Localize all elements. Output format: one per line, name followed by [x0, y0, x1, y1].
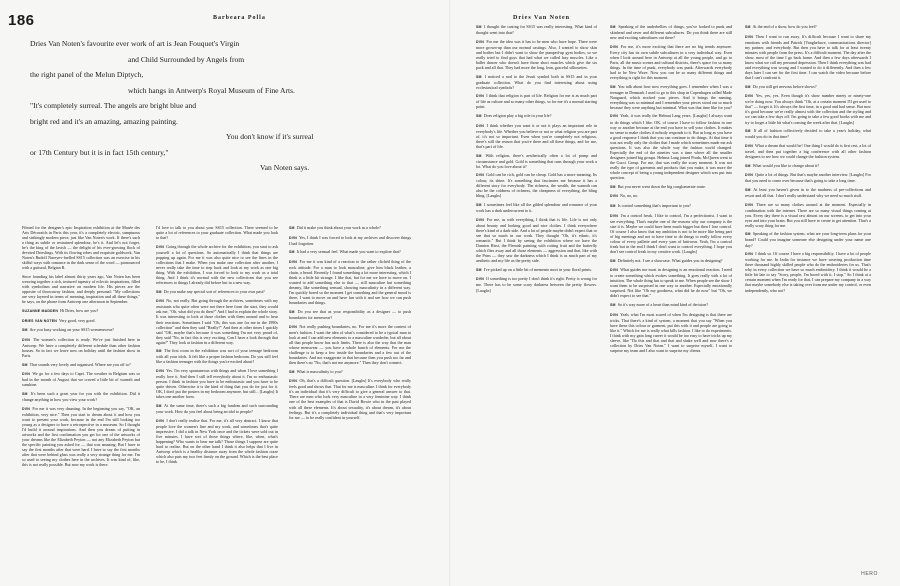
- paragraph: [289, 324, 411, 365]
- paragraph: [610, 113, 732, 180]
- paragraph: [156, 225, 278, 240]
- pullquote-line: Dries Van Noten's favourite ever work of art is Jean Fouquet's Virgin: [30, 39, 240, 48]
- paragraph-text: I noticed a nod to the Jesuit symbol both in SS15 and in your graduate collection. What do you find interesting about using ecclesiastical symbols?: [476, 73, 597, 90]
- speaker-label: SM: [745, 187, 751, 192]
- running-head-author: Barbeara Polla: [213, 15, 266, 21]
- paragraph: [745, 128, 871, 139]
- paragraph: [745, 34, 871, 80]
- speaker-label: DVN: [610, 312, 618, 317]
- paragraph: [289, 235, 411, 246]
- paragraph-text: Yeah, it was really the Helmut Lang years. [Laughs] I always want to do things which I like. OK, of course I have to follow fashion in one way or another because at the end you have to sell your clothes. It makes no sense to make clothes if nobody responds to it. But as long as you have a good response I think that you can continue to do things. At that time it was not really only the clothes that I made which sometimes made me ask questions. It was also the whole way the fashion world changed. Especially the end of the nineties was a time where all the smaller designers joined big groups. Helmut Lang joined Prada, McQueen went to the Gucci Group. For me, that was really the scary moment. It was not really the type of garments and products that you make, it was more the whole concept of being a young independent designer which was put into question.: [610, 113, 732, 181]
- speaker-label: SUZANNE MADDEN: [22, 308, 59, 313]
- paragraph: [745, 202, 871, 228]
- paragraph: [156, 418, 278, 464]
- pullquote-line: bright red and it's an amazing, amazing painting.: [30, 116, 178, 126]
- paragraph: [610, 203, 732, 209]
- paragraph-text: For me, as with everything, I think that is life. Life is not only about beauty and looking good and nice clothes. I think everywhere there's kind of a dark side. And a lot of people maybe didn't expect that or see that so much in our work. They thought "Oh, it's ethnic, it's romantic." But I think by seeing the exhibition where we have the Damien Hirst, the Flemish painting with rotting fruit and the butterfly which flies away and all those elements — aggression and that, like with the Prins — they saw the darkness which I think is as much part of my aesthetic and my life as the pretty side.: [476, 216, 597, 264]
- speaker-label: DVN: [22, 406, 30, 411]
- speaker-label: DVN: [745, 143, 753, 148]
- paragraph: [476, 113, 597, 119]
- paragraph: [745, 251, 871, 292]
- paragraph-text: No, no, no.: [620, 193, 639, 199]
- paragraph-text: I think whether you want it or not it plays an important role in everybody's life. Whether you believe or not or what religion you are part of, it's not so important. Even when you're completely not religious, there's still the reason that you're there and all these things, and for me, that's part of life.: [476, 122, 597, 149]
- speaker-label: SM: [22, 391, 28, 396]
- speaker-label: DVN: [745, 252, 753, 257]
- paragraph: [745, 143, 871, 159]
- paragraph-text: I don't really realise that. For me, it's all very abstract. I know that people love the women's line and my work, and sometimes that's quite impressive. I did a talk in New York once and the tickets were sold out in five minutes. I have sort of those things where, like, when, what's happening? Who wants to hear me talk? Those things I suppose are quite hard to realise. But on the other hand I think it also helps that I live in Antwerp which is a healthy distance away from the whole fashion craze which also puts my two feet firmly on the ground. Which is the best place to be, I think.: [156, 417, 278, 465]
- paragraph-text: Definitely not. I see a showcase. What guides you in designing?: [617, 257, 723, 263]
- paragraph: [476, 24, 597, 35]
- paragraph-text: Yeah, what I'm most scared of when I'm designing is that there are tricks. That there's a kind of system, a moment that you say "When you have these this colour or garment, put this with it and people are going to like it." Which for me is really what kills fashion. I like to do experiments. I think with my gain long career it would be too easy to have tricks up my sleeve, like "Do this and that and that and shake well and now there's a collection by Dries Van Noten." I want to surprise myself, I want to surprise my team and I also want to surprise my clients.: [610, 311, 732, 354]
- paragraph-text: At the end of a show, how do you feel?: [752, 24, 817, 29]
- speaker-label: SM: [22, 328, 28, 333]
- paragraph-text: I thought the casting for SS15 was really interesting. What kind of thought went into that?: [476, 24, 597, 36]
- speaker-label: DVN: [22, 372, 30, 377]
- paragraph: [610, 312, 732, 353]
- paragraph: [610, 267, 732, 298]
- paragraph-text: I'd love to talk to you about your SS15 collection. There seemed to be quite a lot of references to your graduate collection. What made you look to that?: [156, 225, 278, 241]
- paragraph: [289, 369, 411, 375]
- paragraph: [476, 39, 597, 70]
- speaker-label: DVN: [610, 114, 618, 119]
- paragraph-text: No, not really. But going through the archives, sometimes with my assistants who quite often were not there here from the start, they would ask me, "Oh, what did you do then?" And I had to explain the whole story. It was interesting to look at those clothes with them around and to hear their reactions. Sometimes I said "Oh, this was one for me in the 1990s collection" and then they said "Really?" And then at other times I quickly said "OK, maybe that's because it was something I'm not very proud of, they said "No, in fact this is very exciting. Can I have a look through that again?" They look at fashion in a different way.: [156, 298, 278, 345]
- paragraph-text: You talk about how now everything goes. I remember when I was a teenager in Denmark I used to go to this shop in Copenhagen called Made Naugaard, which stocked your pieces. And it brings the naming, everything was so minimal and I remember your pieces stood out so much because they were anything but minimal. What was that time like for you?: [610, 83, 732, 110]
- paragraph: [156, 348, 278, 364]
- speaker-label: DVN: [156, 244, 164, 249]
- paragraph-text: Not really pushing boundaries, no. For me it's more the context of men's fashion. I want the idea of what's considered to be a typical man to look at and I can add new elements to a masculine wardrobe, but all about all that people know has such limits. There is also the way that the man whose menswear — you have a whole bunch of elements. For me the challenge is to keep a few inside the boundaries and a few out of the boundaries. And not exaggerate in that because then you push too far and then there's no "No, that's not me anymore." Then they don't connect.: [289, 323, 411, 365]
- paragraph: [289, 259, 411, 305]
- paragraph: [22, 371, 140, 387]
- speaker-label: SM: [289, 226, 295, 230]
- paragraph: [610, 24, 732, 40]
- pullquote-line: "It's completely surreal. The angels are bright blue and: [30, 101, 197, 110]
- speaker-label: SM: [745, 232, 751, 237]
- paragraph-text: Did it make you think about your work as a whole?: [296, 225, 381, 230]
- paragraph-text: I'm a control freak. I like to control, I'm a perfectionist. I want to see everything. That's maybe one of the reasons why our company is the size it is. Maybe we could have been much bigger but then I lose control. Of course I also know that my ambition is not to be more like being part of big meetings and not to have time to do things to really follow every colour of every pallette and every yarn of knitwear. Yeah, I'm a control freak but in the end I think I don't want to control everything. I hope you don't see control freak in my creative work. [Laughs]: [610, 212, 732, 254]
- speaker-label: DVN: [289, 259, 297, 264]
- paragraph-text: Do you still get nervous before shows?: [752, 83, 817, 89]
- running-head-subject: Dries Van Noten: [513, 15, 571, 21]
- pullquote-line: the right panel of the Melun Diptych,: [30, 70, 144, 79]
- paragraph: [476, 217, 597, 263]
- paragraph-text: Filmed for the designer's epic Inspiration exhibition at the Musée des Arts Décoratifs in Paris this year, it's a completely electric, sumptuous and strikingly modern piece, just like Van Noten's work. If there's such a thing as subtle or restrained splendour, he's it. And let's not forget, he's the king of the lavish — the delight of his ever-growing flock of devoted Drieslings. With its flowing robes and exquisite goldwork, Van Noten's Rudolf Nureyev-fuelled SS15 collection was an exercise in his skilful ways with romance in the dark sense of the word — pronounced with a guttural, Belgian R.: [22, 225, 140, 271]
- pullquote-line: or 17th Century but it is in fact 15th century,": [30, 147, 169, 157]
- paragraph: [22, 391, 140, 402]
- speaker-label: DVN: [156, 418, 164, 423]
- right-page: [450, 0, 900, 586]
- paragraph-text: Very good, very good.: [58, 317, 96, 323]
- speaker-label: DVN: [610, 268, 618, 273]
- paragraph: [610, 193, 732, 199]
- paragraph: [22, 406, 140, 468]
- pullquote-line: Van Noten says.: [260, 163, 310, 172]
- paragraph: [745, 231, 871, 247]
- speaker-label: DVN: [745, 202, 753, 207]
- paragraph-text: Yes, yes, yes. Even though it's show number ninety or ninety-one we're doing now. You always think "Oh, at a certain moment I'll get used to that" — forget it. It's always the first time, in a good and bad sense. But now it's good because we're really almost with the collection and the styling and we can take a few days off. I'm going to take a few good books with me and try to forget a little bit what's coming the week after that. [Laughs]: [745, 93, 871, 125]
- paragraph: [289, 378, 411, 419]
- article-column-4: [476, 24, 597, 574]
- article-column-6: [745, 24, 871, 574]
- paragraph-text: Speaking of the underbellies of things, you've looked to punk and skinhead and raver and different subcultures. Do you think there are still new and exciting subcultures out there?: [610, 24, 732, 41]
- paragraph: [156, 289, 278, 295]
- paragraph: [22, 308, 140, 314]
- speaker-label: SM: [289, 369, 295, 374]
- paragraph: [156, 298, 278, 344]
- paragraph-text: For me it was kind of a reaction to the rather clichéd thing of the rock attitude. For a man to look masculine, give him black leather, a chain, a beard. Recently I found something a lot more interesting, which I think is a little bit strange. I like that, but for me we have to move on. I wanted to add something else to that — still masculine but something dreamy, like something sensual, showing masculinity in a different way. I'm quickly bored so the moment I get something and the general mood is there, I want to move on and have fun with it and see how we can push boundaries and things.: [289, 258, 411, 306]
- paragraph: [610, 84, 732, 110]
- speaker-label: SM: [610, 258, 616, 263]
- paragraph: [156, 244, 278, 285]
- speaker-label: DRIES VAN NOTEN: [22, 318, 58, 323]
- paragraph: [610, 302, 732, 308]
- paragraph: [745, 93, 871, 124]
- speaker-label: SM: [610, 184, 616, 189]
- paragraph: [289, 309, 411, 320]
- speaker-label: SM: [476, 153, 482, 158]
- paragraph-text: For me it was very daunting. In the beginning you say, "OK, an exhibition, very nice." Then you start to dream about it and how you want to present your work, because in the end I'm still looking too young as a designer to have a retrospective in a museum. So I thought I'd build it around inspirations. And then you dream of putting in artworks and the first confirmation you get for one of the artworks of your dreams like the Elizabeth Peyton — not any Elizabeth Peyton but the specific painting you asked for — that was amazing. But I have to say the first months after that were hard. I have to say the first months after that were behind glass was really a very strange thing for me. I'm so used to seeing my clothes here in the archives. It was kind of, like, this is not really possible. But now my work is there.: [22, 405, 140, 468]
- speaker-label: SM: [745, 129, 751, 134]
- speaker-label: SM: [476, 203, 482, 208]
- article-column-5: [610, 24, 732, 574]
- paragraph-text: If all of fashion collectively decided to take a year's holiday, what would you do in that time?: [745, 128, 871, 140]
- speaker-label: SM: [476, 267, 482, 272]
- paragraph-text: What would you like to change about it?: [752, 162, 820, 168]
- paragraph: [476, 267, 597, 273]
- paragraph-text: Quite a lot of things. But that's maybe another interview. [Laughs] For that you need to come over because that's going to take a long time.: [745, 172, 871, 184]
- speaker-label: SM: [610, 84, 616, 89]
- pullquote-line: and Child Surrounded by Angels from: [128, 54, 245, 64]
- paragraph: [156, 368, 278, 399]
- paragraph: [156, 403, 278, 414]
- paragraph-text: Speaking of the fashion system, what are your long-term plans for your brand? Could you imagine someone else designing under your name one day?: [745, 231, 871, 248]
- paragraph-text: Do you make any special sort of references to your own past?: [163, 288, 265, 294]
- speaker-label: DVN: [745, 34, 753, 39]
- speaker-label: DVN: [22, 337, 30, 342]
- speaker-label: SM: [289, 309, 295, 314]
- paragraph-text: It's been such a great year for you with the exhibition. Did it change anything in how you view your work?: [22, 390, 140, 403]
- paragraph: [476, 123, 597, 149]
- paragraph: [476, 93, 597, 109]
- paragraph-text: It had a very sensual feel. What made you want to explore that?: [296, 249, 401, 255]
- paragraph: [476, 202, 597, 213]
- paragraph: [610, 44, 732, 80]
- paragraph: [476, 153, 597, 169]
- speaker-label: DVN: [476, 39, 484, 44]
- pullquote: [30, 38, 430, 178]
- speaker-label: SM: [289, 250, 295, 255]
- paragraph-text: For me, it's more exciting that there are no big trends anymore. Every city has its own subtle subcultures in a very individual way. Even when I look around here in Antwerp at all the young people, and go to Paris, all the music scenes and cultural districts, there's space for so many things. In the time of punk, everybody was punk. Afterwards everybody had to be New Wave. Now you can be so many different things and everything is right for this moment.: [610, 43, 732, 81]
- speaker-label: DVN: [156, 369, 164, 374]
- paragraph-text: The first room in the exhibition was sort of your teenage bedroom with all your idols. It felt like a proper fashion bedroom. Do you still feel like a fashion teenager with the things you're excited about?: [156, 348, 278, 365]
- speaker-label: SM: [610, 303, 616, 308]
- paragraph-text: I've picked up on a little bit of memento mori in your floral prints.: [483, 266, 592, 272]
- speaker-label: DVN: [476, 94, 484, 99]
- paragraph: [745, 172, 871, 183]
- speaker-label: DVN: [289, 235, 297, 240]
- pullquote-line: You don't know if it's surreal: [226, 132, 314, 141]
- speaker-label: SM: [610, 25, 616, 29]
- speaker-label: SM: [156, 289, 162, 294]
- speaker-label: DVN: [476, 277, 484, 282]
- article-column-2: [156, 225, 278, 570]
- speaker-label: DVN: [476, 123, 484, 128]
- paragraph: [22, 362, 140, 368]
- paragraph: [289, 249, 411, 255]
- speaker-label: SM: [476, 114, 482, 119]
- paragraph-text: What a dream that would be! One thing I would do is first rest, a lot of travel, and then put together a big conference with all other fashion designers to see how we could change the fashion system.: [745, 142, 871, 159]
- speaker-label: DVN: [289, 379, 297, 384]
- speaker-label: SM: [156, 349, 162, 354]
- speaker-label: DVN: [610, 213, 618, 218]
- paragraph-text: Do you see that as your responsibility as a designer — to push boundaries for menswear?: [289, 308, 411, 321]
- speaker-label: DVN: [745, 94, 753, 99]
- paragraph: [22, 274, 140, 304]
- paragraph-text: If something is too pretty I don't think it's right. Pretty is wrong for me. There has to be some scary darkness between the pretty flowers. [Laughs]: [476, 276, 597, 293]
- speaker-label: DVN: [156, 299, 164, 304]
- paragraph-text: Gold can be rich, gold can be cheap. Gold has a more meaning. Its colour, its shine. It's something that fascinates me because it has a different story for everybody. The richness, the wealth, the warmth can also be the coldness of richness, the cheapness of everything, the bling bling. [Laughs]: [476, 172, 597, 199]
- paragraph-text: I think that religion is part of life. Religion for me is as much part of life as culture and so many other things, so for me it's a normal starting point.: [476, 93, 597, 110]
- paragraph-text: Yes, I think I was forced to look at my archives and discover things I had forgotten.: [289, 234, 411, 246]
- paragraph-text: We go for a few days to Capri. The weather in Belgium was so bad in the month of August that we craved a little bit of warmth and sunshine.: [22, 371, 140, 388]
- speaker-label: DVN: [476, 217, 484, 222]
- paragraph-text: Going through the whole archive for the exhibition, you start to ask yourself a lot of questions. So automatically I think that things are popping up again. For me it was also quite nice to see the lines in the collections that I make. When you make one collection after another, I never really take the time to step back and look at my work as one big thing. With the exhibition, I was forced to look to my work as a total thing. And I think it's normal with the new collections that you see references to things I already did before but in a new way.: [156, 243, 278, 286]
- paragraph-text: There are so many clothes around at the moment. Especially in combination with the internet. There are so many visual things coming at you. Every day there is a visual raw almost on our screens, to get into your eyes and into your brain. But you still have to create to get attention. That's a really scary thing for me.: [745, 201, 871, 228]
- publication-logo: HERO: [861, 571, 878, 577]
- paragraph-text: What guides me most in designing is an emotional reaction. I need to create something which evokes something. It goes really with a lot of intuition. The whole thing has to speak to me. When people see the show I want them to be surprised in one way or another. Especially emotionally surprised. Not like "Oh my goodness, what did he do now" but "Oh, we didn't expect to see that.": [610, 267, 732, 299]
- paragraph-text: That sounds very lovely and organised. Where are you off to?: [29, 361, 131, 367]
- speaker-label: SM: [745, 84, 751, 89]
- paragraph: [476, 172, 597, 198]
- speaker-label: SM: [745, 163, 751, 168]
- speaker-label: SM: [610, 203, 616, 208]
- paragraph-text: Yes. I'm very spontaneous with things and when I love something I really love it. And then I still tell everybody about it. I'm so enthusiastic person. I think in fashion you have to be enthusiastic and you have to be quite driven. Otherwise it is the kind of thing that you do for just for it. OK, I don't put the posters in my bedroom anymore, but still... [Laughs] It takes one another form.: [156, 368, 278, 400]
- paragraph: [745, 163, 871, 169]
- paragraph: [22, 337, 140, 358]
- speaker-label: DVN: [476, 173, 484, 178]
- article-column-3: [289, 225, 411, 570]
- speaker-label: DVN: [745, 173, 753, 178]
- paragraph: [610, 258, 732, 264]
- paragraph-text: With religion, there's aesthetically often a lot of pomp and circumstance and gold. Gold is something that runs through your work a lot. What do you love about it?: [476, 152, 597, 169]
- pullquote-line: which hangs in Antwerp's Royal Museum of Fine Arts.: [128, 85, 295, 95]
- paragraph: [22, 318, 140, 324]
- paragraph: [610, 213, 732, 254]
- paragraph-text: For me the idea was it has to be men who have hope. There were more grown-up than our normal castings. Also, I wanted to show skin and bodies but I didn't want to show the pumped-up gym bodies, so we really tried to find guys that had what we called lazy muscles. Like a ballet dancer who doesn't have those short muscles which give the six pack and all that. They had more the long, lean, graceful silhouettes.: [476, 38, 597, 70]
- paragraph-text: At least you haven't given in to the madness of pre-collections and resort and all that. I don't really understand why we need so much stuff.: [745, 186, 871, 198]
- page-number: 186: [8, 12, 35, 29]
- paragraph: [476, 74, 597, 90]
- speaker-label: SM: [476, 25, 482, 29]
- paragraph-text: I sometimes feel like all the gilded splendour and romance of your work has a dark undercurrent to it.: [476, 202, 597, 214]
- paragraph-text: The women's collection is ready. We've just finished here in Antwerp. We have a completely different schedule than other fashion houses. So in fact we leave now on holiday until the fashion show in Paris.: [22, 336, 140, 358]
- speaker-label: DVN: [289, 324, 297, 329]
- speaker-label: SM: [745, 25, 751, 29]
- speaker-label: SM: [476, 74, 482, 79]
- article-column-1: [22, 225, 140, 570]
- paragraph-text: Is control something that's important to you?: [617, 202, 691, 208]
- paragraph: [745, 24, 871, 30]
- paragraph-text: So it's way more of a heart than mind kind of decision?: [617, 302, 709, 308]
- paragraph: [476, 276, 597, 292]
- paragraph: [745, 187, 871, 198]
- paragraph-text: At the same time, there's such a big fandom and such surrounding your work. How do you feel about being an idol to people?: [156, 402, 278, 415]
- speaker-label: SM: [22, 362, 28, 367]
- paragraph-text: Then I want to run away. It's difficult because I want to share my emotions with friends and Patrick [Vangheluwe, communications director] my partner, and everybody. But then you have to talk for at least twenty minutes with people from the press. It's a difficult moment. The day after the show, most of the time I go back home. And then a few days afterwards I know what we call my personal depression. Then I think everything was bad and everything was wrong and I wanted to do it differently. And then a few days later I can see for the first time. I can watch the video because before that I can't confront it.: [745, 33, 871, 81]
- speaker-label: DVN: [610, 194, 618, 199]
- paragraph-text: What is masculinity to you?: [296, 368, 343, 374]
- paragraph: [22, 225, 140, 270]
- paragraph-text: But you never went down the big conglomerate route.: [617, 183, 707, 189]
- paragraph-text: Oh, that's a difficult question. [Laughs] It's everybody who really feels good and shows that. That for me is masculine. I think for everybody it's an individual that it's very difficult to give a general answer to that. There are men who look very masculine in a very feminine way. I think one of the best examples of that is David Bowie who in the past played with all these elements. It's about sexuality, it's about dream, it's about feelings. But it's a completely individual thing and that's very important for me — to be really confident in yourself.: [289, 378, 411, 420]
- speaker-label: SM: [156, 403, 162, 408]
- paragraph-text: Hi Dries, how are you?: [60, 307, 99, 313]
- paragraph: [289, 225, 411, 231]
- speaker-label: DVN: [610, 44, 618, 49]
- paragraph-text: Are you busy working on your SS15 womenswear?: [29, 327, 114, 333]
- paragraph-text: Since founding his label almost thirty years ago, Van Noten has been weaving together a rich, textured tapestry of eclectic inspirations, filled with symbolism and narrative on modern life. His pieces are the opposite of throwaway fashion, and deeply personal: "My collections are very layered in terms of meaning, inspiration and all these things," he says, on the phone from Antwerp one afternoon in September.: [22, 274, 140, 305]
- paragraph: [745, 84, 871, 90]
- paragraph: [22, 327, 140, 333]
- paragraph-text: Does religion play a big role in your life?: [483, 113, 552, 119]
- paragraph: [610, 184, 732, 190]
- paragraph-text: I think so. Of course I have a big responsibility. I have a lot of people working for me. In India for instance we have weaving production time there thousand highly skilled people who do the embroideries for us. That's why in every collection we have so much embroidery. I think it would be a little bit late to say "Sorry, people, I'm bored with it, I stop." So I think at a certain moment when I'm ready for that, I can prepare my company in a way that maybe somebody else is taking over from me under my control, or even independently, who not?: [745, 251, 871, 293]
